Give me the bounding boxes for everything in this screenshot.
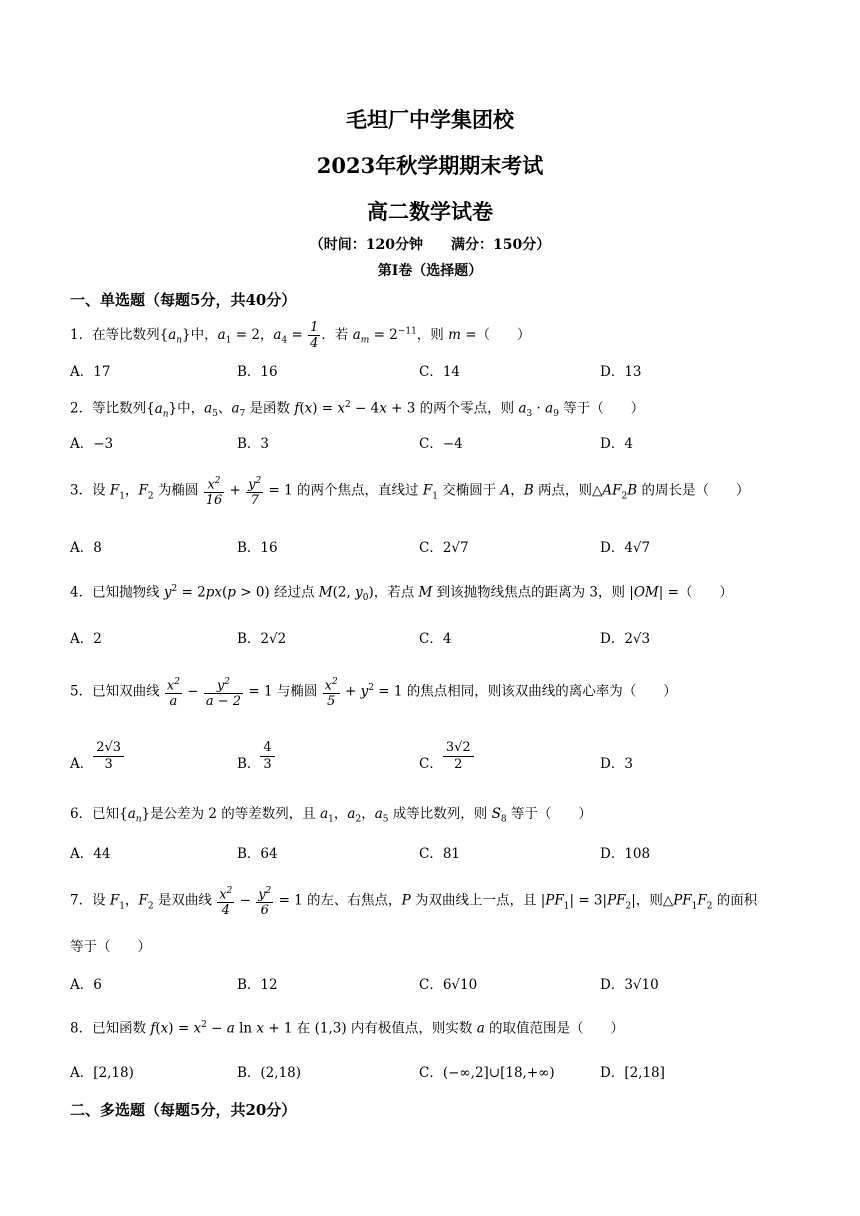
exam-name: 2023年秋学期期末考试 bbox=[316, 153, 544, 178]
question-7: 7．设 $F_1$，$F_2$ 是双曲线 $\frac{x^2}{4}$ − $\frac{y^2}{6}$ = 1 的左、右焦点，P 为双曲线上一点，且 $|PF_1| = 3|PF_2|$，则$\triangle PF_1F_2$ 的面积 bbox=[70, 886, 758, 919]
option-4d[interactable]: D．2√3 bbox=[600, 631, 651, 647]
option-1b[interactable]: B．16 bbox=[237, 364, 278, 380]
option-4b[interactable]: B．2√2 bbox=[237, 631, 287, 647]
options-1 bbox=[70, 360, 800, 382]
option-4a[interactable]: A．2 bbox=[70, 631, 102, 647]
option-6c[interactable]: C．81 bbox=[419, 846, 461, 862]
options-4 bbox=[70, 627, 800, 649]
option-6a[interactable]: A．44 bbox=[70, 846, 111, 862]
option-3a[interactable]: A．8 bbox=[70, 540, 102, 556]
subject-title: 高二数学试卷 bbox=[367, 199, 493, 224]
option-2a[interactable]: A．−3 bbox=[70, 436, 114, 452]
option-7a[interactable]: A．6 bbox=[70, 977, 102, 993]
question-5: 5．已知双曲线 $\frac{x^2}{a}$ − $\frac{y^2}{a - 2}$ = 1 与椭圆 $\frac{x^2}{5}$ + $y^2 = 1$ 的焦点相同，则该双曲线的离心率为（ ） bbox=[70, 677, 677, 710]
option-3b[interactable]: B．16 bbox=[237, 540, 278, 556]
option-4c[interactable]: C．4 bbox=[419, 631, 452, 647]
option-5c[interactable]: C． $\frac{3√2}{2}$ bbox=[419, 752, 474, 773]
question-1: 1．在等比数列$\{a_n\}$中，$a_1 = 2$，$a_4$ = $\frac{1}{4}$ ．若 $a_m = 2^{-11}$，则 m =（ ） bbox=[70, 320, 531, 351]
option-1d[interactable]: D．13 bbox=[600, 364, 642, 380]
part-title: 第Ⅰ卷（选择题） bbox=[377, 263, 483, 279]
option-6d[interactable]: D．108 bbox=[600, 846, 651, 862]
options-6 bbox=[70, 842, 800, 864]
options-2 bbox=[70, 432, 800, 454]
section-single-choice: 一、单选题（每题5分，共40分） bbox=[70, 291, 297, 309]
option-2d[interactable]: D．4 bbox=[600, 436, 633, 452]
question-8: 8．已知函数 $f(x) = x^2 - a$ ln x + 1 在 (1,3) 内有极值点，则实数 a 的取值范围是（ ） bbox=[70, 1020, 625, 1037]
question-2: 2．等比数列$\{a_n\}$中，$a_5$、$a_7$ 是函数 $f(x) = x^2 - 4x + 3$ 的两个零点，则 $a_3 \cdot a_9$ 等于（ ） bbox=[70, 400, 645, 420]
option-7c[interactable]: C．6√10 bbox=[419, 977, 478, 993]
section-multi-choice: 二、多选题（每题5分，共20分） bbox=[70, 1101, 297, 1119]
option-5d[interactable]: D．3 bbox=[600, 756, 633, 772]
option-5b[interactable]: B． $\frac{4}{3}$ bbox=[237, 752, 275, 773]
options-8 bbox=[70, 1061, 800, 1083]
option-3d[interactable]: D．4√7 bbox=[600, 540, 651, 556]
option-8b[interactable]: B．(2,18) bbox=[237, 1065, 302, 1081]
options-3 bbox=[70, 536, 800, 558]
question-3: 3．设 $F_1$，$F_2$ 为椭圆 $\frac{x^2}{16}$ + $\frac{y^2}{7}$ = 1 的两个焦点，直线过 $F_1$ 交椭圆于 A，B 两点，则$\triangle AF_2B$ 的周长是（ ） bbox=[70, 476, 750, 509]
question-4: 4．已知抛物线 $y^2 = 2px(p > 0)$ 经过点 M(2, $y_0$)，若点 M 到该抛物线焦点的距离为 3，则 |OM| =（ ） bbox=[70, 584, 733, 604]
option-3c[interactable]: C．2√7 bbox=[419, 540, 469, 556]
option-1c[interactable]: C．14 bbox=[419, 364, 461, 380]
question-7-cont: 等于（ ） bbox=[70, 939, 151, 955]
options-5 bbox=[70, 740, 800, 780]
option-2b[interactable]: B．3 bbox=[237, 436, 270, 452]
option-8d[interactable]: D．[2,18] bbox=[600, 1065, 665, 1081]
school-name: 毛坦厂中学集团校 bbox=[346, 107, 514, 132]
option-5a[interactable]: A． $\frac{2√3}{3}$ bbox=[70, 752, 124, 773]
option-6b[interactable]: B．64 bbox=[237, 846, 278, 862]
option-2c[interactable]: C．−4 bbox=[419, 436, 463, 452]
option-8c[interactable]: C．(−∞,2]∪[18,+∞) bbox=[419, 1065, 555, 1081]
option-7b[interactable]: B．12 bbox=[237, 977, 278, 993]
option-7d[interactable]: D．3√10 bbox=[600, 977, 659, 993]
option-8a[interactable]: A．[2,18) bbox=[70, 1065, 134, 1081]
exam-info: （时间：120分钟 满分：150分） bbox=[309, 237, 551, 253]
question-6: 6．已知$\{a_n\}$是公差为 2 的等差数列，且 $a_1$，$a_2$，$a_5$ 成等比数列，则 $S_8$ 等于（ ） bbox=[70, 806, 592, 825]
option-1a[interactable]: A．17 bbox=[70, 364, 111, 380]
options-7 bbox=[70, 973, 800, 995]
